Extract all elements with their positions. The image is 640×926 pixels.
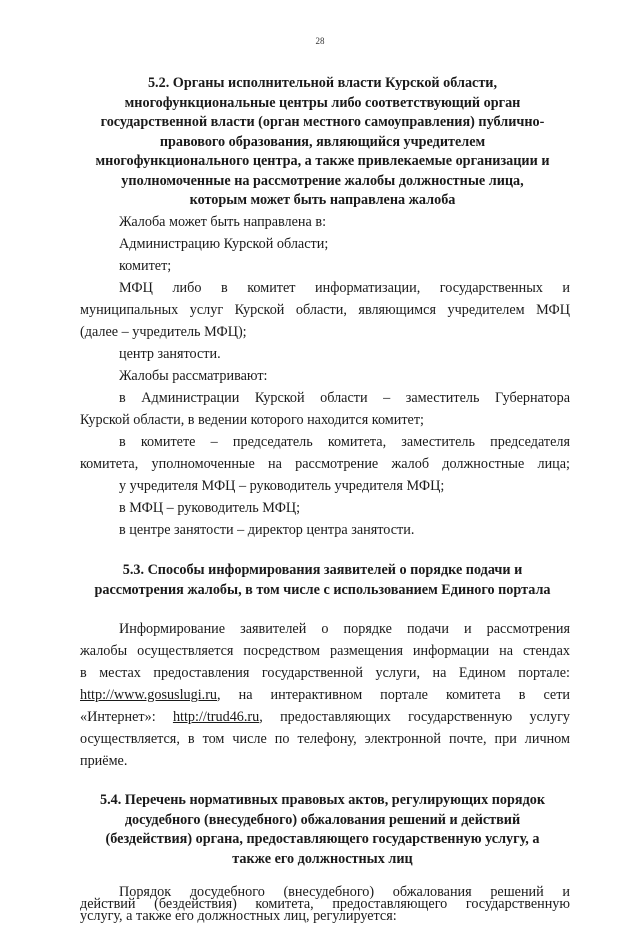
paragraph-line-with-link: [80, 708, 570, 727]
page-number: 28: [315, 36, 325, 46]
heading-line: (бездействия) органа, предоставляющего государственную услугу, а: [105, 831, 540, 847]
section-5-2-heading: [70, 74, 575, 211]
paragraph-line: действий (бездействия) комитета, предоставляющего государственную: [80, 896, 570, 912]
paragraph-line: в МФЦ – руководитель МФЦ;: [119, 500, 301, 516]
gosuslugi-link[interactable]: http://www.gosuslugi.ru: [80, 687, 218, 703]
paragraph-line: услугу, а также его должностных лиц, регулируется:: [80, 908, 397, 924]
paragraph-line: (далее – учредитель МФЦ);: [80, 324, 247, 340]
heading-line: 5.3. Способы информирования заявителей о порядке подачи и: [122, 562, 523, 578]
paragraph-line: комитет;: [119, 258, 172, 274]
heading-line: 5.4. Перечень нормативных правовых актов, регулирующих порядок: [99, 792, 546, 808]
paragraph-line: Информирование заявителей о порядке подачи и рассмотрения: [119, 621, 570, 637]
paragraph-line: в центре занятости – директор центра занятости.: [119, 522, 415, 538]
trud46-link[interactable]: http://trud46.ru: [172, 709, 260, 725]
paragraph-line: муниципальных услуг Курской области, являющимся учредителем МФЦ: [80, 302, 570, 318]
paragraph-text: , на интерактивном портале комитета в сети: [217, 687, 570, 703]
heading-line: уполномоченные на рассмотрение жалобы должностные лица,: [121, 172, 524, 189]
heading-line: рассмотрения жалобы, в том числе с использованием Единого портала: [94, 581, 551, 598]
section-5-3-heading: [70, 561, 575, 600]
heading-line: которым может быть направлена жалоба: [189, 192, 456, 208]
paragraph-line: Жалобы рассматривают:: [119, 368, 268, 384]
paragraph-line: МФЦ либо в комитет информатизации, государственных и: [119, 280, 570, 296]
paragraph-line: Администрацию Курской области;: [119, 236, 329, 252]
heading-line: правового образования, являющийся учредителем: [159, 133, 486, 150]
heading-line: досудебного (внесудебного) обжалования решений и действий: [124, 811, 521, 828]
heading-line: 5.2. Органы исполнительной власти Курской области,: [147, 75, 498, 91]
paragraph-line: приёме.: [80, 753, 128, 769]
paragraph-line: Порядок досудебного (внесудебного) обжалования решений и: [119, 884, 570, 900]
paragraph-line: комитета, уполномоченные на рассмотрение жалоб должностные лица;: [80, 456, 570, 472]
heading-line: также его должностных лиц: [232, 850, 413, 867]
heading-line: многофункциональные центры либо соответствующий орган: [124, 94, 521, 111]
paragraph-line-with-link: [80, 686, 570, 705]
paragraph-line: центр занятости.: [119, 346, 221, 362]
paragraph-text: «Интернет»:: [80, 709, 173, 725]
paragraph-line: у учредителя МФЦ – руководитель учредителя МФЦ;: [119, 478, 445, 494]
paragraph-text: , предоставляющих государственную услугу: [259, 709, 570, 725]
paragraph-line: осуществляется, в том числе по телефону, электронной почте, при личном: [80, 731, 570, 747]
paragraph-line: жалобы осуществляется посредством размещения информации на стендах: [80, 643, 570, 659]
heading-line: государственной власти (орган местного самоуправления) публично-: [100, 114, 545, 130]
paragraph-line: в местах предоставления государственной услуги, на Едином портале:: [80, 665, 570, 681]
paragraph-line: в комитете – председатель комитета, заместитель председателя: [119, 434, 570, 450]
section-5-4-heading: [70, 791, 575, 869]
paragraph-line: Курской области, в ведении которого находится комитет;: [80, 412, 424, 428]
paragraph-line: в Администрации Курской области – заместитель Губернатора: [119, 390, 570, 406]
paragraph-line: Жалоба может быть направлена в:: [119, 214, 327, 230]
heading-line: многофункционального центра, а также привлекаемые организации и: [95, 153, 550, 169]
